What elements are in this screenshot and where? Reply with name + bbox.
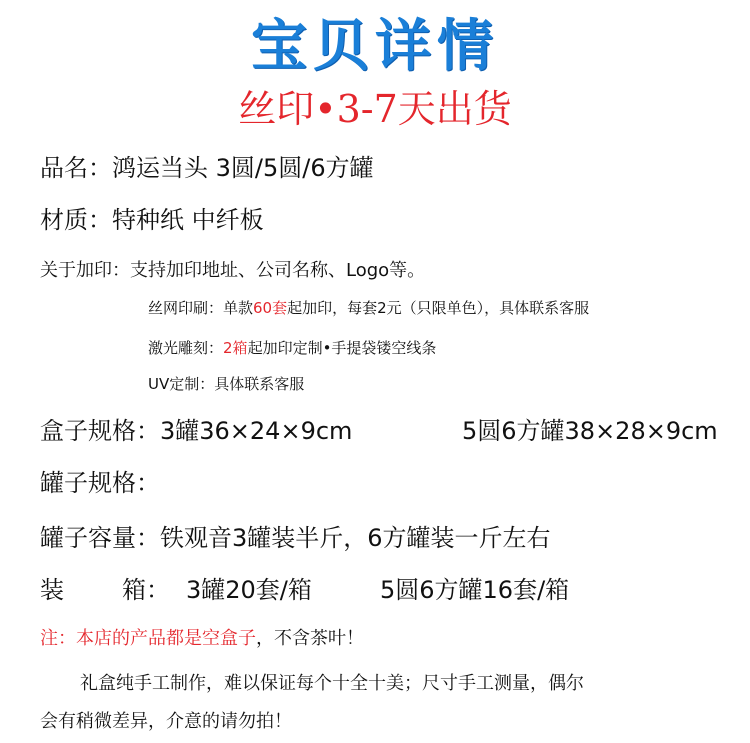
page-title: 宝贝详情 [251,14,499,79]
packing-value-5-6-can: 5圆6方罐16套/箱 [380,576,570,604]
notice-red: 注：本店的产品都是空盒子 [40,628,256,649]
silk-screen-info [148,297,589,318]
packing-spec [40,570,312,605]
handmade-note-line-1: 礼盒纯手工制作，难以保证每个十全十美；尺寸手工测量，偶尔 [80,673,584,694]
silk-screen-suffix: 起加印，每套2元（只限单色），具体联系客服 [287,299,590,317]
packing-value-3-can: 3罐20套/箱 [186,576,312,604]
box-spec-5-6-can: 5圆6方罐38×28×9cm [462,417,718,445]
product-material: 材质：特种纸 中纤板 [40,206,264,234]
packing-label-char-2: 箱： [122,576,170,604]
box-spec-3-can: 盒子规格：3罐36×24×9cm [40,417,353,445]
print-info: 关于加印：支持加印地址、公司名称、Logo等。 [40,260,426,281]
uv-custom-info: UV定制：具体联系客服 [148,375,305,393]
silk-screen-min-qty: 60套 [253,299,288,317]
notice-black: ，不含茶叶！ [256,628,364,649]
laser-prefix: 激光雕刻： [148,339,224,357]
empty-box-notice [40,624,364,650]
packing-label [40,570,186,605]
packing-label-char-1: 装 [40,576,64,604]
silk-screen-prefix: 丝网印刷：单款 [148,299,254,317]
can-capacity: 罐子容量：铁观音3罐装半斤，6方罐装一斤左右 [40,524,551,552]
laser-engraving-info [148,337,436,358]
shipping-subtitle: 丝印•3-7天出货 [238,87,512,131]
laser-min-qty: 2箱 [223,339,248,357]
can-spec: 罐子规格： [40,469,160,497]
handmade-note-line-2: 会有稍微差异，介意的请勿拍！ [40,711,292,732]
laser-suffix: 起加印定制•手提袋镂空线条 [247,339,437,357]
product-name: 品名：鸿运当头 3圆/5圆/6方罐 [40,154,374,182]
